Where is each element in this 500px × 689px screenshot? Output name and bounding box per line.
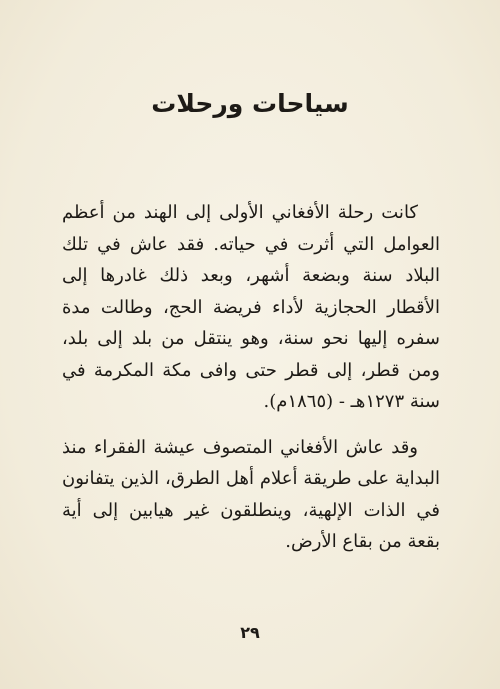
page-number: ٢٩ [240, 623, 260, 642]
chapter-title: سياحات ورحلات [151, 89, 349, 118]
paragraph-2: وقد عاش الأفغاني المتصوف عيشة الفقراء منذ البداية على طريقة أعلام أهل الطرق، الذين يتفانون في الذات الإلهية، وينطلقون غير هيابين إلى أية بقعة من بقاع الأرض. [62, 436, 440, 552]
body-text [62, 197, 440, 558]
paragraph-1: كانت رحلة الأفغاني الأولى إلى الهند من أعظم العوامل التي أثرت في حياته. فقد عاش في تلك البلاد سنة وبضعة أشهر، وبعد ذلك غادرها إلى الأقطار الحجازية لأداء فريضة الحج، وطالت مدة سفره إليها نحو سنة، وهو ينتقل من بلد إلى بلد، ومن قطر، إلى قطر حتى وافى مكة المكرمة في سنة ١٢٧٣هـ - (١٨٦٥م). [62, 202, 440, 412]
